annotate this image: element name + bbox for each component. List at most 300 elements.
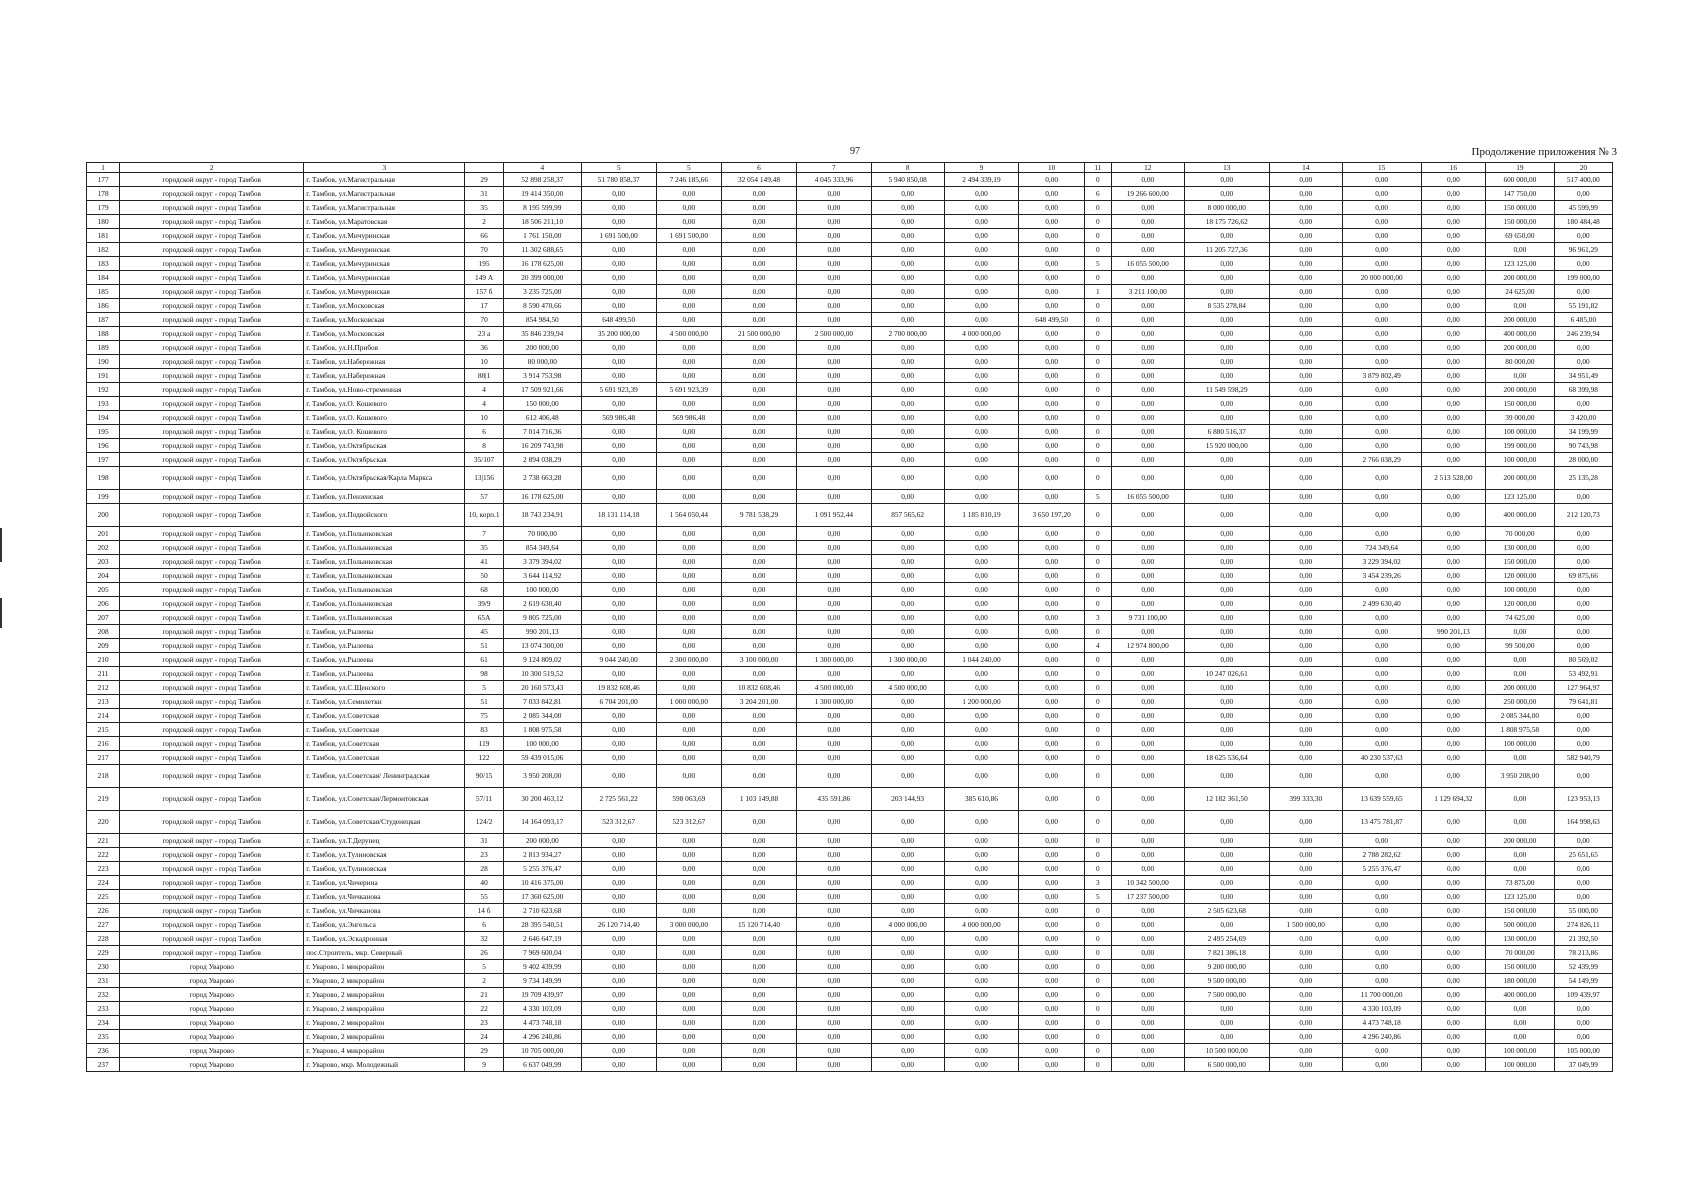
cell-address: г. Тамбов, ул.Московская: [304, 327, 465, 341]
cell-fund-part-f: 0,00: [1019, 695, 1084, 709]
cell-fund-part-d: 0,00: [871, 904, 944, 918]
cell-fund-part-f: 0,00: [1019, 834, 1084, 848]
cell-amount-13: 0,00: [1184, 653, 1269, 667]
cell-count: 0: [1084, 695, 1111, 709]
cell-fund-part-e: 4 000 000,00: [944, 918, 1019, 932]
cell-fund-part-e: 2 494 339,19: [944, 173, 1019, 187]
cell-fund-part-f: 0,00: [1019, 974, 1084, 988]
cell-amount-15: 3 454 239,26: [1342, 569, 1421, 583]
table-row: [87, 583, 1613, 597]
cell-fund-part-a: 0,00: [656, 876, 721, 890]
cell-amount-19: 120 000,00: [1486, 569, 1555, 583]
cell-amount-16: 0,00: [1421, 490, 1485, 504]
cell-amount-19: 147 750,00: [1486, 187, 1555, 201]
cell-amount-14: 0,00: [1269, 639, 1342, 653]
cell-amount-13: 0,00: [1184, 341, 1269, 355]
cell-amount-13: 0,00: [1184, 583, 1269, 597]
cell-fund-part-c: 0,00: [796, 611, 871, 625]
cell-fund-part-c: 0,00: [796, 960, 871, 974]
cell-fund-total: 35 200 000,00: [581, 327, 656, 341]
cell-amount-12: 9 731 100,00: [1111, 611, 1184, 625]
cell-fund-part-b: 0,00: [722, 611, 797, 625]
cell-total-cost: 13 074 300,00: [503, 639, 581, 653]
cell-total-cost: 7 969 600,04: [503, 946, 581, 960]
cell-total-cost: 854 984,50: [503, 313, 581, 327]
cell-fund-part-f: 0,00: [1019, 667, 1084, 681]
cell-fund-part-a: 0,00: [656, 737, 721, 751]
cell-amount-19: 39 000,00: [1486, 411, 1555, 425]
cell-fund-part-d: 0,00: [871, 215, 944, 229]
cell-total-cost: 52 898 258,37: [503, 173, 581, 187]
cell-amount-16: 0,00: [1421, 383, 1485, 397]
cell-house-number: 4: [465, 397, 503, 411]
cell-fund-part-d: 0,00: [871, 527, 944, 541]
cell-house-number: 29: [465, 173, 503, 187]
table-row: [87, 904, 1613, 918]
cell-count: 0: [1084, 173, 1111, 187]
cell-amount-20: 90 743,98: [1554, 439, 1612, 453]
cell-house-number: 10, корп.1: [465, 504, 503, 527]
cell-address: г. Тамбов, ул.Мичуринская: [304, 257, 465, 271]
cell-fund-total: 0,00: [581, 355, 656, 369]
table-row: [87, 504, 1613, 527]
cell-row-number: 178: [87, 187, 120, 201]
cell-fund-part-a: 0,00: [656, 341, 721, 355]
cell-row-number: 191: [87, 369, 120, 383]
cell-fund-part-b: 0,00: [722, 453, 797, 467]
cell-fund-part-f: 0,00: [1019, 788, 1084, 811]
cell-amount-15: 0,00: [1342, 904, 1421, 918]
cell-fund-part-b: 0,00: [722, 355, 797, 369]
cell-fund-part-f: 0,00: [1019, 411, 1084, 425]
cell-address: г. Тамбов, ул.Рылеева: [304, 653, 465, 667]
table-row: [87, 751, 1613, 765]
cell-fund-part-e: 0,00: [944, 583, 1019, 597]
cell-fund-total: 0,00: [581, 541, 656, 555]
cell-amount-19: 150 000,00: [1486, 215, 1555, 229]
cell-house-number: 21: [465, 988, 503, 1002]
cell-fund-part-e: 0,00: [944, 932, 1019, 946]
cell-fund-total: 0,00: [581, 862, 656, 876]
cell-fund-part-c: 1 091 952,44: [796, 504, 871, 527]
cell-count: 0: [1084, 299, 1111, 313]
cell-amount-13: 8 000 000,00: [1184, 201, 1269, 215]
cell-house-number: 50: [465, 569, 503, 583]
cell-house-number: 6: [465, 425, 503, 439]
cell-count: 0: [1084, 215, 1111, 229]
cell-count: 0: [1084, 988, 1111, 1002]
cell-fund-part-c: 0,00: [796, 974, 871, 988]
cell-fund-part-b: 0,00: [722, 341, 797, 355]
cell-amount-14: 0,00: [1269, 583, 1342, 597]
cell-fund-total: 5 691 923,39: [581, 383, 656, 397]
cell-house-number: 22: [465, 1002, 503, 1016]
cell-amount-16: 0,00: [1421, 583, 1485, 597]
cell-amount-16: 0,00: [1421, 453, 1485, 467]
cell-fund-part-a: 7 246 185,66: [656, 173, 721, 187]
cell-amount-20: 123 953,13: [1554, 788, 1612, 811]
cell-house-number: 65А: [465, 611, 503, 625]
cell-house-number: 124/2: [465, 811, 503, 834]
cell-address: г. Уварово, 2 микрорайон: [304, 1016, 465, 1030]
cell-amount-12: 0,00: [1111, 355, 1184, 369]
cell-amount-19: 0,00: [1486, 848, 1555, 862]
table-row: [87, 788, 1613, 811]
cell-fund-part-b: 0,00: [722, 1002, 797, 1016]
cell-fund-part-b: 0,00: [722, 229, 797, 243]
cell-fund-part-a: 0,00: [656, 313, 721, 327]
cell-municipality: городской округ - город Тамбов: [120, 918, 304, 932]
cell-amount-13: 0,00: [1184, 504, 1269, 527]
cell-fund-part-b: 0,00: [722, 890, 797, 904]
cell-fund-part-e: 0,00: [944, 974, 1019, 988]
cell-amount-19: 400 000,00: [1486, 988, 1555, 1002]
cell-municipality: городской округ - город Тамбов: [120, 946, 304, 960]
cell-amount-15: 4 473 748,18: [1342, 1016, 1421, 1030]
cell-fund-part-a: 0,00: [656, 890, 721, 904]
cell-amount-19: 0,00: [1486, 788, 1555, 811]
cell-fund-part-d: 857 565,62: [871, 504, 944, 527]
cell-amount-12: 0,00: [1111, 411, 1184, 425]
cell-amount-16: 0,00: [1421, 527, 1485, 541]
cell-amount-20: 69 875,66: [1554, 569, 1612, 583]
cell-amount-14: 0,00: [1269, 960, 1342, 974]
cell-amount-12: 12 974 800,00: [1111, 639, 1184, 653]
cell-amount-15: 0,00: [1342, 229, 1421, 243]
cell-address: г. Тамбов, ул.Полынковская: [304, 597, 465, 611]
cell-count: 0: [1084, 243, 1111, 257]
cell-fund-part-d: 0,00: [871, 569, 944, 583]
cell-amount-15: 0,00: [1342, 397, 1421, 411]
cell-address: г. Тамбов, ул.Пензенская: [304, 490, 465, 504]
cell-fund-total: 0,00: [581, 467, 656, 490]
cell-amount-13: 0,00: [1184, 890, 1269, 904]
cell-amount-13: 0,00: [1184, 1030, 1269, 1044]
cell-amount-16: 0,00: [1421, 369, 1485, 383]
cell-fund-part-a: 0,00: [656, 527, 721, 541]
cell-fund-part-f: 0,00: [1019, 397, 1084, 411]
cell-fund-total: 26 120 714,40: [581, 918, 656, 932]
column-number-header: 6: [722, 163, 797, 173]
cell-row-number: 214: [87, 709, 120, 723]
cell-amount-13: 0,00: [1184, 876, 1269, 890]
cell-fund-part-c: 0,00: [796, 425, 871, 439]
cell-municipality: город Уварово: [120, 1058, 304, 1072]
cell-fund-part-d: 0,00: [871, 890, 944, 904]
cell-amount-15: 13 475 781,87: [1342, 811, 1421, 834]
cell-fund-part-f: 0,00: [1019, 327, 1084, 341]
cell-fund-part-d: 0,00: [871, 765, 944, 788]
cell-municipality: городской округ - город Тамбов: [120, 327, 304, 341]
cell-amount-15: 3 879 802,49: [1342, 369, 1421, 383]
cell-count: 0: [1084, 541, 1111, 555]
cell-fund-total: 0,00: [581, 271, 656, 285]
cell-fund-part-d: 0,00: [871, 811, 944, 834]
cell-amount-15: 2 766 038,29: [1342, 453, 1421, 467]
cell-amount-15: 0,00: [1342, 243, 1421, 257]
cell-fund-part-e: 4 000 000,00: [944, 327, 1019, 341]
cell-amount-14: 1 500 000,00: [1269, 918, 1342, 932]
cell-amount-16: 0,00: [1421, 904, 1485, 918]
cell-row-number: 231: [87, 974, 120, 988]
cell-count: 0: [1084, 788, 1111, 811]
table-row: [87, 695, 1613, 709]
cell-fund-part-d: 0,00: [871, 555, 944, 569]
table-row: [87, 490, 1613, 504]
cell-address: г. Уварово, 4 микрорайон: [304, 1044, 465, 1058]
cell-fund-total: 0,00: [581, 737, 656, 751]
cell-fund-part-a: 0,00: [656, 765, 721, 788]
table-row: [87, 425, 1613, 439]
cell-amount-16: 0,00: [1421, 215, 1485, 229]
cell-amount-14: 0,00: [1269, 201, 1342, 215]
cell-municipality: город Уварово: [120, 960, 304, 974]
cell-amount-12: 0,00: [1111, 271, 1184, 285]
cell-amount-16: 0,00: [1421, 974, 1485, 988]
cell-amount-16: 0,00: [1421, 439, 1485, 453]
cell-row-number: 211: [87, 667, 120, 681]
cell-fund-part-f: 0,00: [1019, 569, 1084, 583]
cell-count: 0: [1084, 383, 1111, 397]
cell-fund-part-f: 0,00: [1019, 243, 1084, 257]
cell-address: г. Тамбов, ул.Октябрьская: [304, 439, 465, 453]
cell-amount-16: 0,00: [1421, 173, 1485, 187]
cell-fund-part-d: 0,00: [871, 834, 944, 848]
cell-amount-15: 0,00: [1342, 1058, 1421, 1072]
cell-amount-13: 0,00: [1184, 639, 1269, 653]
cell-fund-part-d: 0,00: [871, 988, 944, 1002]
cell-amount-13: 12 182 361,50: [1184, 788, 1269, 811]
cell-amount-15: 0,00: [1342, 1044, 1421, 1058]
cell-total-cost: 20 160 573,43: [503, 681, 581, 695]
cell-row-number: 233: [87, 1002, 120, 1016]
cell-fund-part-e: 0,00: [944, 904, 1019, 918]
cell-fund-part-b: 0,00: [722, 988, 797, 1002]
cell-amount-12: 10 342 500,00: [1111, 876, 1184, 890]
cell-house-number: 29: [465, 1044, 503, 1058]
cell-fund-part-f: 0,00: [1019, 583, 1084, 597]
cell-amount-13: 0,00: [1184, 313, 1269, 327]
cell-row-number: 187: [87, 313, 120, 327]
cell-total-cost: 3 379 394,02: [503, 555, 581, 569]
cell-address: г. Уварово, 2 микрорайон: [304, 1030, 465, 1044]
cell-amount-12: 0,00: [1111, 243, 1184, 257]
cell-amount-16: 0,00: [1421, 411, 1485, 425]
cell-fund-part-d: 0,00: [871, 397, 944, 411]
cell-row-number: 218: [87, 765, 120, 788]
cell-fund-part-e: 0,00: [944, 811, 1019, 834]
cell-total-cost: 612 406,48: [503, 411, 581, 425]
cell-fund-part-b: 0,00: [722, 583, 797, 597]
cell-amount-14: 399 333,30: [1269, 788, 1342, 811]
cell-amount-16: 0,00: [1421, 397, 1485, 411]
cell-row-number: 182: [87, 243, 120, 257]
cell-fund-part-e: 0,00: [944, 709, 1019, 723]
cell-amount-15: 11 700 000,00: [1342, 988, 1421, 1002]
cell-municipality: городской округ - город Тамбов: [120, 490, 304, 504]
column-number-header: 13: [1184, 163, 1269, 173]
cell-address: г. Тамбов, ул.Набережная: [304, 369, 465, 383]
cell-fund-part-b: 1 103 149,88: [722, 788, 797, 811]
cell-row-number: 227: [87, 918, 120, 932]
cell-fund-part-f: 0,00: [1019, 988, 1084, 1002]
cell-amount-12: 0,00: [1111, 327, 1184, 341]
table-row: [87, 667, 1613, 681]
cell-amount-12: 0,00: [1111, 369, 1184, 383]
cell-address: г. Тамбов, ул.Рылеева: [304, 625, 465, 639]
cell-fund-total: 0,00: [581, 243, 656, 257]
cell-amount-20: 0,00: [1554, 709, 1612, 723]
cell-fund-part-f: 0,00: [1019, 555, 1084, 569]
cell-amount-12: 0,00: [1111, 383, 1184, 397]
cell-fund-part-b: 0,00: [722, 299, 797, 313]
cell-amount-16: 0,00: [1421, 504, 1485, 527]
cell-fund-part-b: 0,00: [722, 285, 797, 299]
cell-total-cost: 9 124 809,02: [503, 653, 581, 667]
cell-amount-16: 0,00: [1421, 862, 1485, 876]
cell-count: 0: [1084, 583, 1111, 597]
cell-address: г. Тамбов, ул.Советская: [304, 723, 465, 737]
cell-amount-15: 0,00: [1342, 173, 1421, 187]
cell-house-number: 90/15: [465, 765, 503, 788]
cell-address: г. Тамбов, ул.Октябрьская: [304, 453, 465, 467]
cell-amount-15: 0,00: [1342, 490, 1421, 504]
cell-address: г. Тамбов, ул.Полынковская: [304, 541, 465, 555]
cell-amount-15: 724 349,64: [1342, 541, 1421, 555]
cell-amount-16: 0,00: [1421, 681, 1485, 695]
cell-row-number: 221: [87, 834, 120, 848]
table-row: [87, 453, 1613, 467]
cell-total-cost: 8 590 470,66: [503, 299, 581, 313]
cell-total-cost: 59 439 015,06: [503, 751, 581, 765]
cell-amount-13: 0,00: [1184, 723, 1269, 737]
cell-amount-16: 0,00: [1421, 611, 1485, 625]
cell-amount-19: 0,00: [1486, 1002, 1555, 1016]
cell-fund-part-b: 0,00: [722, 932, 797, 946]
cell-amount-15: 0,00: [1342, 355, 1421, 369]
cell-amount-14: 0,00: [1269, 541, 1342, 555]
cell-address: г. Тамбов, ул.Магистральная: [304, 187, 465, 201]
cell-fund-part-f: 0,00: [1019, 229, 1084, 243]
cell-house-number: 68: [465, 583, 503, 597]
cell-house-number: 83: [465, 723, 503, 737]
table-row: [87, 327, 1613, 341]
cell-fund-part-f: 0,00: [1019, 467, 1084, 490]
cell-fund-part-f: 0,00: [1019, 597, 1084, 611]
cell-amount-19: 100 000,00: [1486, 583, 1555, 597]
cell-fund-part-d: 0,00: [871, 1002, 944, 1016]
cell-fund-total: 0,00: [581, 257, 656, 271]
cell-house-number: 98: [465, 667, 503, 681]
cell-fund-part-e: 0,00: [944, 541, 1019, 555]
cell-fund-part-b: 0,00: [722, 876, 797, 890]
cell-fund-part-c: 1 300 000,00: [796, 653, 871, 667]
cell-row-number: 190: [87, 355, 120, 369]
cell-amount-16: 0,00: [1421, 355, 1485, 369]
cell-address: г. Тамбов, ул.Мичуринская: [304, 243, 465, 257]
cell-house-number: 39/9: [465, 597, 503, 611]
cell-fund-part-b: 0,00: [722, 425, 797, 439]
cell-amount-20: 25 135,28: [1554, 467, 1612, 490]
cell-fund-part-c: 0,00: [796, 201, 871, 215]
cell-fund-part-a: 0,00: [656, 1002, 721, 1016]
cell-fund-part-c: 0,00: [796, 932, 871, 946]
cell-amount-16: 0,00: [1421, 737, 1485, 751]
table-row: [87, 467, 1613, 490]
cell-municipality: городской округ - город Тамбов: [120, 695, 304, 709]
cell-house-number: 23: [465, 1016, 503, 1030]
cell-fund-part-d: 0,00: [871, 425, 944, 439]
table-row: [87, 229, 1613, 243]
cell-row-number: 219: [87, 788, 120, 811]
cell-fund-part-a: 0,00: [656, 625, 721, 639]
cell-fund-part-a: 0,00: [656, 583, 721, 597]
cell-fund-part-b: 21 500 000,00: [722, 327, 797, 341]
cell-fund-part-c: 0,00: [796, 1030, 871, 1044]
cell-amount-14: 0,00: [1269, 187, 1342, 201]
cell-amount-15: 5 255 376,47: [1342, 862, 1421, 876]
cell-amount-14: 0,00: [1269, 299, 1342, 313]
cell-fund-part-c: 0,00: [796, 229, 871, 243]
cell-fund-part-f: 0,00: [1019, 341, 1084, 355]
cell-fund-part-e: 0,00: [944, 555, 1019, 569]
cell-address: г. Тамбов, ул.О. Кошевого: [304, 411, 465, 425]
cell-house-number: 32: [465, 932, 503, 946]
cell-fund-part-d: 0,00: [871, 876, 944, 890]
table-row: [87, 1016, 1613, 1030]
cell-amount-19: 250 000,00: [1486, 695, 1555, 709]
table-row: [87, 681, 1613, 695]
cell-municipality: городской округ - город Тамбов: [120, 215, 304, 229]
cell-amount-19: 150 000,00: [1486, 397, 1555, 411]
cell-fund-part-a: 0,00: [656, 425, 721, 439]
cell-house-number: 57: [465, 490, 503, 504]
cell-fund-part-b: 0,00: [722, 667, 797, 681]
cell-amount-16: 0,00: [1421, 639, 1485, 653]
cell-address: г. Тамбов, ул.Советская: [304, 709, 465, 723]
cell-amount-16: 0,00: [1421, 695, 1485, 709]
cell-municipality: городской округ - город Тамбов: [120, 425, 304, 439]
table-row: [87, 848, 1613, 862]
cell-house-number: 122: [465, 751, 503, 765]
cell-amount-19: 100 000,00: [1486, 737, 1555, 751]
cell-amount-12: 0,00: [1111, 201, 1184, 215]
cell-amount-14: 0,00: [1269, 1002, 1342, 1016]
table-row: [87, 1044, 1613, 1058]
cell-fund-total: 0,00: [581, 1002, 656, 1016]
cell-fund-part-a: 0,00: [656, 439, 721, 453]
cell-municipality: городской округ - город Тамбов: [120, 862, 304, 876]
cell-amount-12: 0,00: [1111, 425, 1184, 439]
cell-address: г. Уварово, 1 микрорайон: [304, 960, 465, 974]
appendix-continuation-note: Продолжение приложения № 3: [1471, 146, 1617, 158]
cell-amount-13: 0,00: [1184, 737, 1269, 751]
cell-house-number: 28: [465, 862, 503, 876]
cell-amount-13: 11 205 727,36: [1184, 243, 1269, 257]
cell-amount-13: 0,00: [1184, 285, 1269, 299]
cell-fund-part-b: 0,00: [722, 1030, 797, 1044]
cell-amount-15: 0,00: [1342, 439, 1421, 453]
cell-address: г. Тамбов, ул.Мичуринская: [304, 229, 465, 243]
cell-amount-19: 1 808 975,58: [1486, 723, 1555, 737]
cell-fund-part-f: 0,00: [1019, 541, 1084, 555]
cell-amount-15: 0,00: [1342, 890, 1421, 904]
cell-fund-part-a: 0,00: [656, 541, 721, 555]
cell-address: г. Тамбов, ул.Полынковская: [304, 555, 465, 569]
cell-municipality: городской округ - город Тамбов: [120, 173, 304, 187]
cell-address: г. Уварово, 2 микрорайон: [304, 988, 465, 1002]
cell-count: 0: [1084, 425, 1111, 439]
